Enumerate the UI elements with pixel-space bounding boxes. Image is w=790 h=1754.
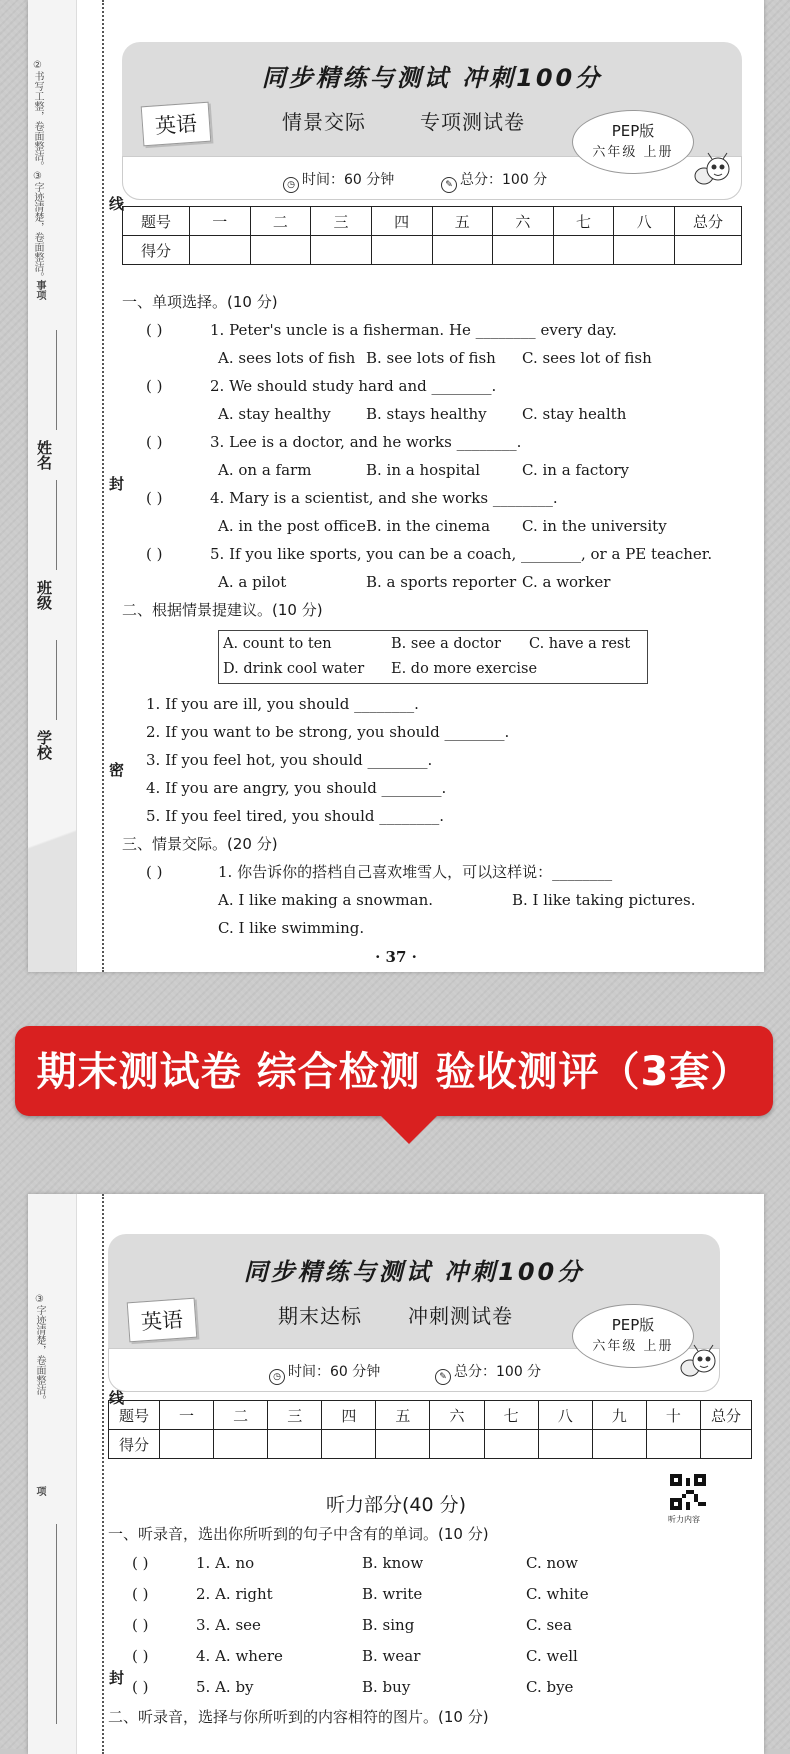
option-a: A. on a farm: [218, 461, 312, 479]
answer-paren[interactable]: ( ): [132, 1647, 149, 1665]
score-header-cell: 七: [484, 1401, 538, 1430]
time-info: ◷ 时间：60 分钟: [283, 169, 394, 193]
score-header-cell: 一: [160, 1401, 214, 1430]
option-row: [122, 400, 752, 428]
score-header-cell: 八: [538, 1401, 592, 1430]
score-header-cell: 三: [268, 1401, 322, 1430]
section-title-2: 二、根据情景提建议。(10 分): [122, 601, 323, 619]
score-header-cell: 三: [311, 207, 372, 236]
edition-label: PEP版: [611, 1316, 655, 1334]
exam-content: [122, 288, 752, 942]
option-a: 3. A. see: [196, 1616, 261, 1634]
question-row: [122, 428, 752, 456]
answer-paren[interactable]: ( ): [132, 1678, 149, 1696]
score-input-cell[interactable]: [553, 236, 614, 265]
score-input-cell[interactable]: [376, 1430, 430, 1459]
question-stem: 2. We should study hard and ________.: [210, 377, 497, 395]
cut-line: [102, 1194, 104, 1754]
option-a: A. stay healthy: [218, 405, 331, 423]
score-header-cell: 九: [592, 1401, 646, 1430]
score-input-cell[interactable]: [614, 236, 675, 265]
score-header-cell: 七: [553, 207, 614, 236]
page-number: · 37 ·: [375, 948, 417, 966]
answer-paren[interactable]: ( ): [146, 489, 163, 507]
name-label: 姓名: [35, 440, 53, 470]
option-row: [122, 568, 752, 596]
question-stem: 5. If you like sports, you can be a coach, ________, or a PE teacher.: [210, 545, 713, 563]
caterpillar-mascot-icon: [692, 152, 732, 186]
subject-badge: 英语: [141, 102, 212, 147]
option-c: C. bye: [526, 1678, 574, 1696]
cut-mark-seal: 封: [107, 476, 125, 491]
exam-page-1: [28, 0, 764, 972]
score-icon: ✎: [435, 1369, 451, 1385]
class-label: 班级: [35, 580, 53, 610]
option-row: [122, 512, 752, 540]
score-input-cell[interactable]: [371, 236, 432, 265]
name-line: [56, 330, 57, 430]
score-input-cell[interactable]: [493, 236, 554, 265]
question-row: 1. If you are ill, you should ________.: [146, 695, 419, 713]
score-table: [122, 206, 742, 265]
score-header-cell: 一: [190, 207, 251, 236]
score-row-label: 得分: [123, 236, 190, 265]
section-1-questions: [122, 316, 752, 596]
edition-bubble: [572, 110, 694, 174]
answer-paren[interactable]: ( ): [146, 321, 163, 339]
option-a: 4. A. where: [196, 1647, 283, 1665]
question-row: 2. If you want to be strong, you should ________.: [146, 723, 510, 741]
question-row: [108, 1548, 748, 1579]
option-row: [122, 344, 752, 372]
option-b: B. in the cinema: [366, 517, 491, 535]
answer-paren[interactable]: ( ): [146, 863, 163, 881]
option-b: B. wear: [362, 1647, 421, 1665]
score-header-cell: 五: [432, 207, 493, 236]
question-row: [108, 1672, 748, 1703]
subtitle-left: 情景交际: [282, 110, 366, 134]
option-b: B. see lots of fish: [366, 349, 496, 367]
score-info: ✎ 总分：100 分: [441, 169, 547, 193]
question-row: [108, 1610, 748, 1641]
option-b: B. stays healthy: [366, 405, 487, 423]
section-2-questions: [122, 690, 752, 830]
subtitle-right: 专项测试卷: [420, 110, 525, 134]
class-line: [56, 480, 57, 570]
option-row: [122, 914, 752, 942]
answer-paren[interactable]: ( ): [132, 1585, 149, 1603]
hint-e: E. do more exercise: [391, 661, 538, 677]
score-header-cell: 二: [250, 207, 311, 236]
option-a: A. a pilot: [218, 573, 287, 591]
hint-b: B. see a doctor: [391, 636, 501, 652]
option-c: C. in a factory: [522, 461, 630, 479]
option-b: B. sing: [362, 1616, 415, 1634]
question-row: 3. If you feel hot, you should ________.: [146, 751, 433, 769]
question-row: [122, 858, 752, 886]
score-info: ✎ 总分：100 分: [435, 1361, 541, 1385]
score-icon: ✎: [441, 177, 457, 193]
notes-label: 项: [34, 1486, 45, 1496]
score-table: [108, 1400, 752, 1459]
banner-pointer: [379, 1114, 439, 1144]
exam-header: [108, 1234, 720, 1392]
score-header-label: 题号: [123, 207, 190, 236]
question-stem: 3. Lee is a doctor, and he works ________.: [210, 433, 522, 451]
qr-code-icon[interactable]: [670, 1474, 706, 1510]
score-header-total: 总分: [701, 1401, 752, 1430]
score-header-label: 题号: [109, 1401, 160, 1430]
option-b: B. know: [362, 1554, 424, 1572]
score-input-cell[interactable]: [214, 1430, 268, 1459]
score-input-cell[interactable]: [432, 236, 493, 265]
hint-d: D. drink cool water: [223, 661, 365, 677]
score-input-cell[interactable]: [311, 236, 372, 265]
banner-text: 期末测试卷 综合检测 验收测评（3套）: [36, 1049, 752, 1095]
binding-margin: [28, 1194, 77, 1754]
score-header-cell: 八: [614, 207, 675, 236]
option-c: C. I like swimming.: [218, 919, 365, 937]
option-c: C. stay health: [522, 405, 627, 423]
option-b: B. buy: [362, 1678, 411, 1696]
notes-label: 事项: [34, 280, 45, 300]
score-input-cell[interactable]: [592, 1430, 646, 1459]
answer-paren[interactable]: ( ): [132, 1554, 149, 1572]
option-row: [122, 886, 752, 914]
score-header-cell: 四: [371, 207, 432, 236]
question-row: 5. If you feel tired, you should ________.: [146, 807, 445, 825]
school-label: 学校: [35, 730, 53, 760]
option-a: 2. A. right: [196, 1585, 273, 1603]
section-title-2: 二、听录音，选择与你所听到的内容相符的图片。(10 分): [108, 1708, 489, 1726]
score-input-cell[interactable]: [538, 1430, 592, 1459]
listening-title: 听力部分(40 分): [325, 1494, 467, 1516]
question-row: [108, 1579, 748, 1610]
exam-header: [122, 42, 742, 200]
score-input-cell[interactable]: [160, 1430, 214, 1459]
clock-icon: ◷: [283, 177, 299, 193]
option-c: C. well: [526, 1647, 578, 1665]
score-header-cell: 六: [430, 1401, 484, 1430]
answer-paren[interactable]: ( ): [146, 545, 163, 563]
school-line: [56, 640, 57, 720]
cut-mark-line: 线: [107, 196, 125, 211]
question-stem: 4. Mary is a scientist, and she works ________.: [210, 489, 558, 507]
notes-text: ③字迹清楚，卷面整洁。: [34, 1294, 45, 1405]
score-header-cell: 十: [646, 1401, 700, 1430]
score-input-cell[interactable]: [646, 1430, 700, 1459]
exam-page-2: [28, 1194, 764, 1754]
series-title: 同步精练与测试 冲刺100分: [243, 1258, 585, 1286]
option-c: C. sees lot of fish: [522, 349, 652, 367]
edition-bubble: [572, 1304, 694, 1368]
series-title: 同步精练与测试 冲刺100分: [261, 64, 603, 92]
score-input-cell[interactable]: [484, 1430, 538, 1459]
question-row: 4. If you are angry, you should ________.: [146, 779, 447, 797]
qr-label: 听力内容: [668, 1515, 700, 1524]
caterpillar-mascot-icon: [678, 1344, 718, 1378]
grade-label: 六年级 上册: [592, 1339, 674, 1354]
section-title-1: 一、单项选择。(10 分): [122, 293, 278, 311]
option-a: 1. A. no: [196, 1554, 255, 1572]
option-c: C. sea: [526, 1616, 572, 1634]
notes-text: ②书写工整，卷面整洁。③字迹清楚，卷面整洁。: [32, 60, 43, 282]
score-header-cell: 二: [214, 1401, 268, 1430]
hint-c: C. have a rest: [529, 636, 631, 652]
question-stem: 1. Peter's uncle is a fisherman. He ________ every day.: [210, 321, 617, 339]
score-input-cell[interactable]: [675, 236, 742, 265]
question-stem: 1. 你告诉你的搭档自己喜欢堆雪人，可以这样说：________: [218, 863, 613, 881]
question-row: [122, 316, 752, 344]
score-header-total: 总分: [675, 207, 742, 236]
subject-badge: 英语: [127, 1298, 198, 1343]
option-c: C. in the university: [522, 517, 667, 535]
subtitle-left: 期末达标: [278, 1304, 362, 1328]
option-b: B. a sports reporter: [366, 573, 517, 591]
promo-banner: [15, 1026, 773, 1116]
answer-paren[interactable]: ( ): [132, 1616, 149, 1634]
score-input-cell[interactable]: [701, 1430, 752, 1459]
option-a: 5. A. by: [196, 1678, 254, 1696]
grade-label: 六年级 上册: [592, 145, 674, 160]
option-a: A. I like making a snowman.: [218, 891, 434, 909]
subtitle-right: 冲刺测试卷: [408, 1304, 513, 1328]
section-1-questions: [108, 1548, 748, 1703]
cut-mark-secret: 密: [107, 762, 125, 777]
answer-paren[interactable]: ( ): [146, 377, 163, 395]
time-info: ◷ 时间：60 分钟: [269, 1361, 380, 1385]
name-line: [56, 1524, 57, 1724]
hint-a: A. count to ten: [223, 636, 332, 652]
section-title-3: 三、情景交际。(20 分): [122, 835, 278, 853]
option-b: B. in a hospital: [366, 461, 481, 479]
option-a: A. sees lots of fish: [218, 349, 356, 367]
question-row: [122, 540, 752, 568]
answer-paren[interactable]: ( ): [146, 433, 163, 451]
question-row: [122, 484, 752, 512]
edition-label: PEP版: [611, 122, 655, 140]
cut-line: [102, 0, 104, 972]
score-header-cell: 四: [322, 1401, 376, 1430]
score-row-label: 得分: [109, 1430, 160, 1459]
option-row: [122, 456, 752, 484]
option-a: A. in the post office: [218, 517, 366, 535]
option-b: B. I like taking pictures.: [512, 891, 696, 909]
score-input-cell[interactable]: [268, 1430, 322, 1459]
question-row: [122, 372, 752, 400]
score-input-cell[interactable]: [250, 236, 311, 265]
score-header-cell: 五: [376, 1401, 430, 1430]
cut-mark-line: 线: [107, 1390, 125, 1405]
exam-content: [108, 1520, 748, 1731]
section-title-1: 一、听录音，选出你所听到的句子中含有的单词。(10 分): [108, 1525, 489, 1543]
cut-mark-seal: 封: [107, 1670, 125, 1685]
score-header-cell: 六: [493, 207, 554, 236]
clock-icon: ◷: [269, 1369, 285, 1385]
option-c: C. now: [526, 1554, 579, 1572]
question-row: [108, 1641, 748, 1672]
score-input-cell[interactable]: [190, 236, 251, 265]
option-c: C. white: [526, 1585, 589, 1603]
option-c: C. a worker: [522, 573, 611, 591]
hint-box: [218, 630, 648, 684]
score-input-cell[interactable]: [322, 1430, 376, 1459]
score-input-cell[interactable]: [430, 1430, 484, 1459]
option-b: B. write: [362, 1585, 423, 1603]
